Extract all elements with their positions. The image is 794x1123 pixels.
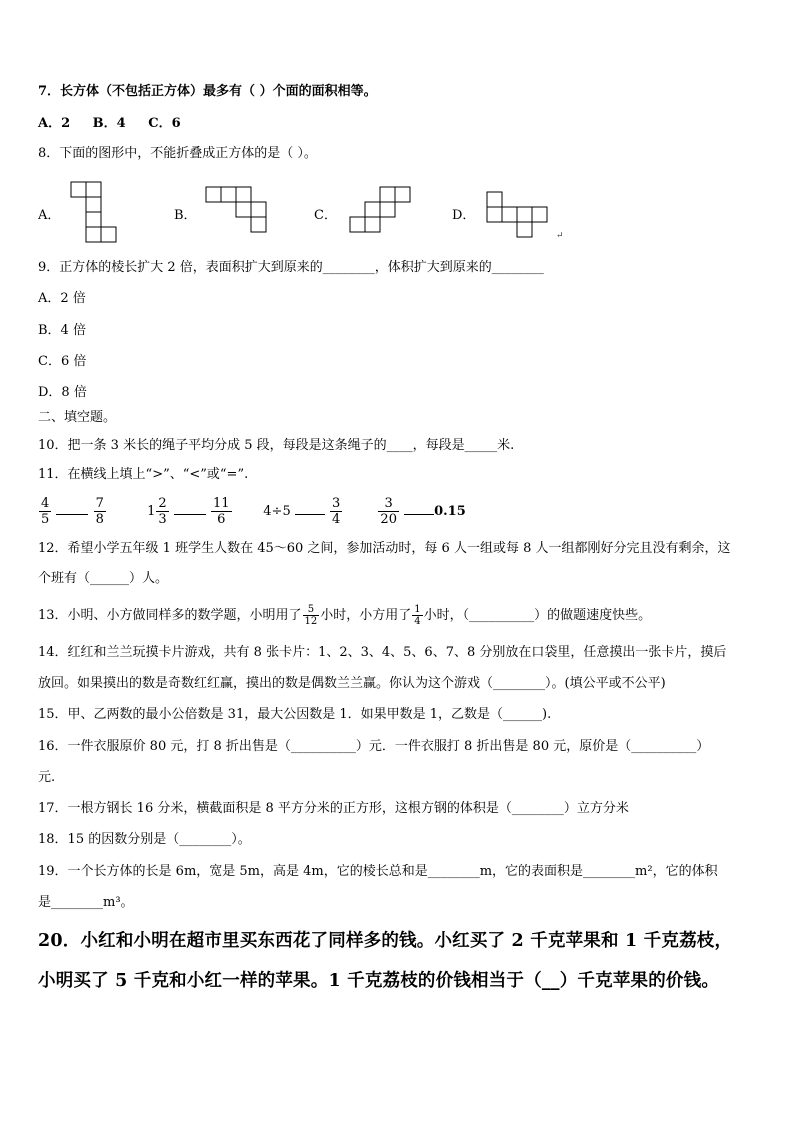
q14-line-2: 放回。如果摸出的数是奇数红红赢，摸出的数是偶数兰兰赢。你认为这个游戏（________）。(填公平或不公平): [38, 676, 666, 691]
q19-line-1: 19．一个长方体的长是 6m，宽是 5m，高是 4m，它的棱长总和是________m，它的表面积是________m²，它的体积: [38, 864, 718, 879]
fraction: $\frac{5}{12}$: [304, 604, 318, 627]
answer-blank[interactable]: [174, 502, 206, 515]
q11-comparisons: [38, 493, 466, 531]
q20-line-2: 小明买了 5 千克和小红一样的苹果。1 千克荔枝的价钱相当于（__）千克苹果的价钱。: [38, 971, 720, 991]
fraction: $\frac{2}{3}$: [158, 496, 167, 527]
q9-option-d: D．8 倍: [38, 385, 87, 400]
answer-blank[interactable]: [404, 502, 434, 515]
q7-option-c: C．6: [148, 116, 181, 131]
return-mark-icon: ↵: [556, 231, 564, 241]
q12-line-1: 12．希望小学五年级 1 班学生人数在 45～60 之间，参加活动时，每 6 人一组或每 8 人一组都刚好分完且没有剩余，这: [38, 541, 731, 556]
q11-pair-4: $\frac{3}{20}$ 0.15: [380, 496, 466, 527]
fraction: $\frac{3}{4}$: [332, 496, 341, 527]
q8-stem: 8．下面的图形中，不能折叠成正方体的是（ ）。: [38, 146, 317, 161]
q8-net-c: [349, 186, 413, 234]
q7-option-b: B．4: [92, 116, 126, 131]
q8-label-b: B．: [174, 208, 197, 223]
q12-line-2: 个班有（______）人。: [38, 571, 169, 586]
q16-line-2: 元.: [38, 770, 56, 785]
q8-label-a: A．: [38, 208, 61, 223]
q16-line-1: 16．一件衣服原价 80 元，打 8 折出售是（__________）元．一件衣服打 8 折出售是 80 元，原价是（__________）: [38, 739, 710, 754]
q7-options: [38, 116, 199, 132]
q15-text: 15．甲、乙两数的最小公倍数是 31，最大公因数是 1．如果甲数是 1，乙数是（______).: [38, 707, 552, 722]
q11-pair-2: 1 $\frac{2}{3}$ $\frac{11}{6}$: [147, 496, 230, 527]
q10-text: 10．把一条 3 米长的绳子平均分成 5 段，每段是这条绳子的____，每段是_____米.: [38, 438, 515, 453]
q9-option-a: A．2 倍: [38, 291, 86, 306]
q9-option-b: B．4 倍: [38, 323, 86, 338]
answer-blank[interactable]: [56, 502, 88, 515]
section-heading-fill-in: 二、填空题。: [38, 410, 117, 425]
fraction: $\frac{4}{5}$: [41, 496, 50, 527]
answer-blank[interactable]: [295, 502, 325, 515]
q20-line-1: 20．小红和小明在超市里买东西花了同样多的钱。小红买了 2 千克苹果和 1 千克荔枝，: [38, 931, 733, 951]
q18-text: 18．15 的因数分别是（________）。: [38, 832, 251, 847]
q8-label-d: D．: [452, 208, 476, 223]
q14-line-1: 14．红红和兰兰玩摸卡片游戏，共有 8 张卡片：1、2、3、4、5、6、7、8 分别放在口袋里，任意摸出一张卡片，摸后: [38, 645, 727, 660]
q9-stem: 9．正方体的棱长扩大 2 倍，表面积扩大到原来的________，体积扩大到原来的________: [38, 260, 544, 275]
q9-option-c: C．6 倍: [38, 354, 87, 369]
q8-net-a: [70, 181, 118, 243]
fraction: $\frac{7}{8}$: [95, 496, 104, 527]
q13-text: 13．小明、小方做同样多的数学题，小明用了 $\frac{5}{12}$ 小时，小方用了 $\frac{1}{4}$ 小时，（__________）的做题速度快些。: [38, 604, 652, 627]
q19-line-2: 是________m³。: [38, 895, 134, 910]
q8-net-d: [486, 191, 550, 239]
fraction: $\frac{3}{20}$: [380, 496, 397, 527]
q8-net-b: [205, 186, 269, 234]
q7-option-a: A．2: [38, 116, 71, 131]
fraction: $\frac{1}{4}$: [414, 604, 421, 627]
q17-text: 17．一根方钢长 16 分米，横截面积是 8 平方分米的正方形，这根方钢的体积是（________）立方分米: [38, 801, 629, 816]
q8-label-c: C．: [314, 208, 337, 223]
q11-stem: 11．在横线上填上“>”、“<”或“=”.: [38, 467, 249, 482]
q7-stem: 7．长方体（不包括正方体）最多有（ ）个面的面积相等。: [38, 84, 377, 99]
q11-pair-1: [38, 493, 143, 531]
fraction: $\frac{11}{6}$: [212, 496, 230, 527]
q11-pair-3: 4÷5 $\frac{3}{4}$: [263, 496, 341, 527]
